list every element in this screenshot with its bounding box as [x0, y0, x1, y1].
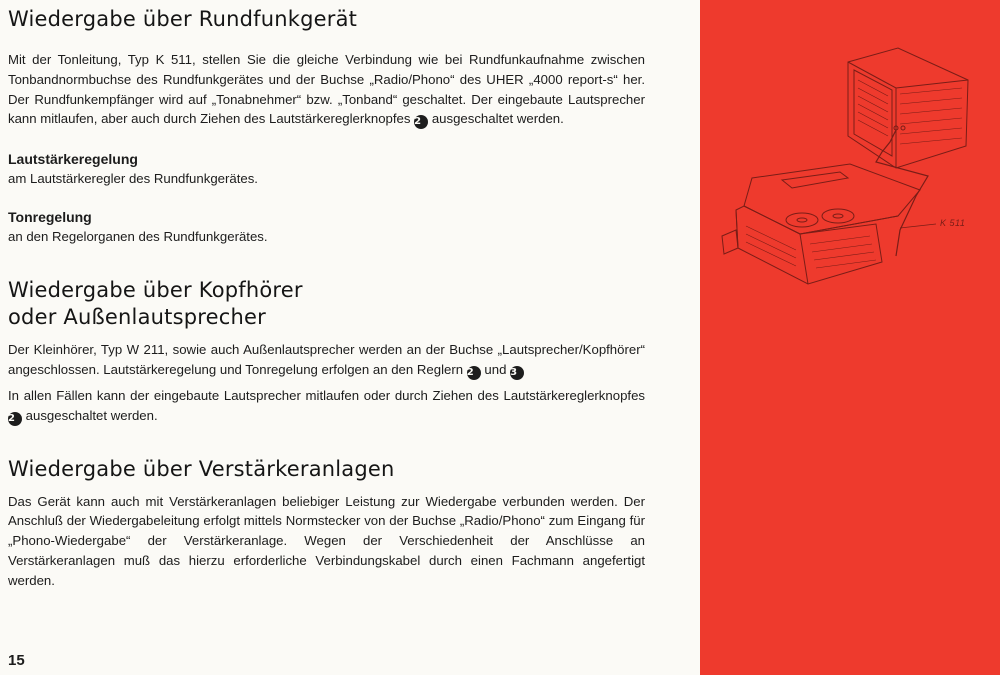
subheading-volume: Lautstärkeregelung: [8, 151, 138, 168]
paragraph-radio-intro: [8, 50, 645, 129]
heading-headphone-playback: [8, 277, 645, 331]
paragraph-speaker-off: [8, 386, 645, 426]
paragraph-speaker-off-text-a: In allen Fällen kann der eingebaute Lautsprecher mitlaufen oder durch Ziehen des Lautstärkereglerknopfes: [8, 387, 645, 403]
radio-receiver-drawing: [848, 48, 968, 168]
paragraph-radio-text-b: ausgeschaltet werden.: [431, 111, 564, 127]
paragraph-headphones: [8, 340, 645, 380]
tape-recorder-radio-illustration: [700, 0, 1000, 675]
cable-label: K 511: [940, 218, 966, 228]
heading-radio-playback: Wiedergabe über Rundfunkgerät: [8, 7, 358, 31]
paragraph-amplifier: Das Gerät kann auch mit Verstärkeranlagen beliebiger Leistung zur Wiedergabe verbunden werden. Der Anschluß der Wiedergabeleitung erfolgt mittels Normstecker von der Buchse „Radio/Phono“ zum Eingang für „Phono-Wiedergabe“ der Verstärkeranlage. Wegen der Verschiedenheit der Anschlüsse an Verstärkeranlagen muß das hierzu erforderliche Verbindungskabel durch einen Fachmann angefertigt werden.: [8, 493, 645, 588]
page-number: 15: [8, 652, 25, 669]
paragraph-speaker-off-text-b: ausgeschaltet werden.: [25, 407, 158, 423]
heading-headphone-line-1: Wiedergabe über Kopfhörer: [8, 277, 303, 302]
text-column: [8, 6, 645, 591]
cable-k511-drawing: [876, 130, 928, 256]
paragraph-headphones-text: Der Kleinhörer, Typ W 211, sowie auch Außenlautsprecher werden an der Buchse „Lautsprecher/Kopfhörer“ angeschlossen. Lautstärkeregelung und Tonregelung erfolgen an den Reglern: [8, 341, 645, 377]
control-number-badge: 2: [414, 115, 428, 129]
paragraph-radio-text-a: Mit der Tonleitung, Typ K 511, stellen Sie die gleiche Verbindung wie bei Rundfunkaufnahme zwischen Tonbandnormbuchse des Rundfunkgerätes und der Buchse „Radio/Phono“ des UHER „4000 report-s“ her. Der Rundfunkempfänger wird auf „Tonabnehmer“ bzw. „Tonband“ geschaltet. Der eingebaute Lautsprecher kann mitlaufen, aber auch durch Ziehen des Lautstärkereglerknopfes: [8, 52, 645, 127]
paragraph-headphones-and: und: [484, 361, 507, 377]
heading-amplifier-playback: Wiedergabe über Verstärkeranlagen: [8, 456, 395, 481]
tape-recorder-drawing: [722, 164, 920, 284]
illustration-panel: [700, 0, 1000, 675]
paragraph-volume: am Lautstärkeregler des Rundfunkgerätes.: [8, 171, 258, 187]
control-number-badge: 2: [8, 412, 22, 426]
heading-headphone-line-2: oder Außenlautsprecher: [8, 304, 266, 329]
control-number-badge: 3: [510, 366, 524, 380]
subheading-tone: Tonregelung: [8, 209, 92, 226]
paragraph-tone: an den Regelorganen des Rundfunkgerätes.: [8, 229, 268, 245]
control-number-badge: 2: [467, 366, 481, 380]
